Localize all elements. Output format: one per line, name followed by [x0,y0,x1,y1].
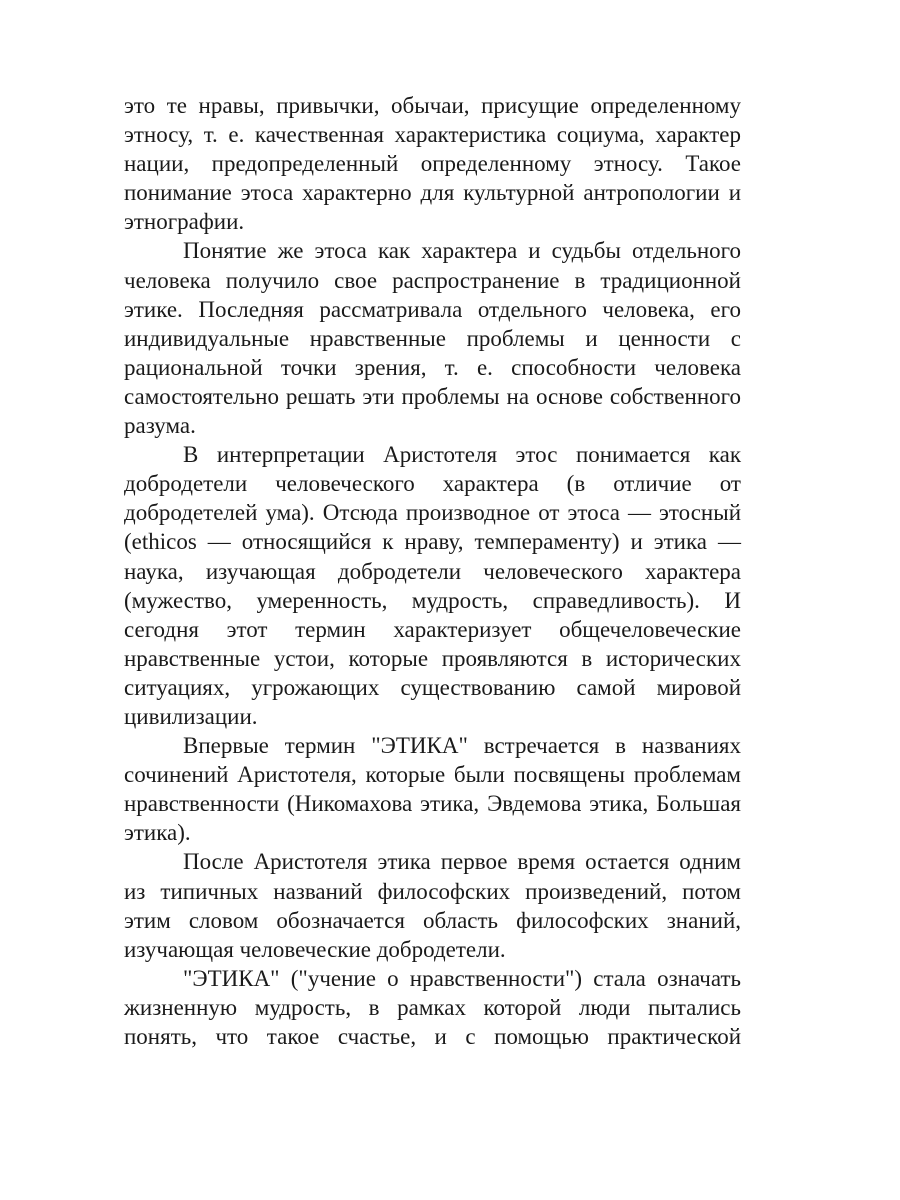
paragraph-ethics-wisdom: "ЭТИКА" ("учение о нравственности") стала означать жизненную мудрость, в рамках которой люди пытались понять, что такое счастье, и с помощью практической [124,965,741,1049]
paragraph-ethos-character: Понятие же этоса как характера и судьбы отдельного человека получило свое распространение в традиционной этике. Последняя рассматривала отдельного человека, его индивидуальные нравственные проблемы и ценности с рациональной точки зрения, т. е. способности человека самостоятельно решать эти проблемы на основе собственного разума. [124,238,741,439]
paragraph-ethos-customs: это те нравы, привычки, обычаи, присущие определенному этносу, т. е. качественная характеристика социума, характер нации, предопределенный определенному этносу. Такое понимание этоса характерно для культурной антропологии и этнографии. [124,93,741,235]
paragraph-aristotle-interpretation: В интерпретации Аристотеля этос понимается как добродетели человеческого характера (в отличие от добродетелей ума). Отсюда производное от этоса — этосный (ethicos — относящийся к нраву, темпераменту) и этика — наука, изучающая добродетели человеческого характера (мужество, умеренность, мудрость, справедливость). И сегодня этот термин характеризует общечеловеческие нравственные устои, которые проявляются в исторических ситуациях, угрожающих существованию самой мировой цивилизации. [124,442,741,729]
document-page [124,91,741,1051]
paragraph-term-first-use: Впервые термин "ЭТИКА" встречается в названиях сочинений Аристотеля, которые были посвящены проблемам нравственности (Никомахова этика, Эвдемова этика, Большая этика). [124,733,741,846]
paragraph-after-aristotle: После Аристотеля этика первое время остается одним из типичных названий философских произведений, потом этим словом обозначается область философских знаний, изучающая человеческие добродетели. [124,849,741,962]
